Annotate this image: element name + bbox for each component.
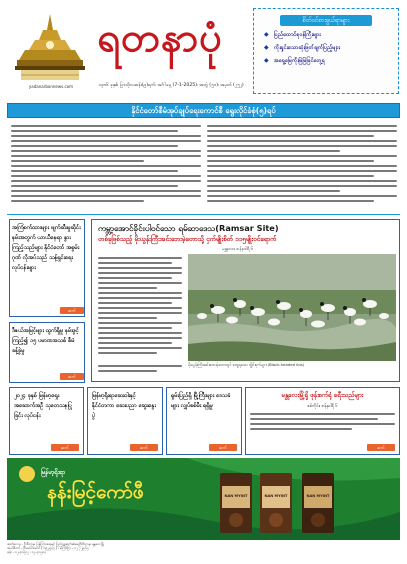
pack-label: NAN MYINT bbox=[264, 494, 288, 498]
story-byline: စစ်ကိုင်း၊ ဇန်နဝါရီ ၆ bbox=[307, 403, 338, 408]
bottom-story[interactable] bbox=[87, 387, 163, 455]
feature-headline: ကမ္ဘာ့အောင်ခိုင်းပါဝင်သော ရမ်ဆာဒေသ(Ramsar Site) bbox=[98, 223, 279, 233]
continue-badge[interactable]: ဆက် bbox=[367, 444, 395, 451]
inside-item[interactable] bbox=[264, 44, 398, 52]
bottom-story[interactable] bbox=[166, 387, 242, 455]
inside-item[interactable] bbox=[264, 31, 398, 39]
pack-label: NAN MYINT bbox=[224, 494, 248, 498]
lead-headline-banner[interactable]: နိုင်ငံတော်စီမံအုပ်ချုပ်ရေးကောင်စီ ရွေးလိုင်ခံစုံ(၅)ရပ် bbox=[7, 103, 400, 118]
side-story[interactable] bbox=[9, 219, 85, 317]
diamond-bullet-icon: ◆ bbox=[264, 31, 269, 38]
ramsar-feature-story[interactable] bbox=[91, 219, 400, 382]
bottom-story[interactable] bbox=[9, 387, 84, 455]
website-url[interactable]: yadanarbonnews.com bbox=[28, 84, 74, 89]
coffee-pack-icon bbox=[259, 472, 293, 534]
inside-this-issue-box bbox=[253, 8, 399, 94]
masthead bbox=[7, 6, 400, 98]
side-story-headline: အကြံစက်ထားများ ဖျက်ဆီးမှုဆိုင်း နမ်းအတွက် ယာယီနေရာ နွားကြည့်သည်များ နိုင်ငံတော် အစွမ်းဂုဏ် လိုအပ်သည် သန့်ရှင်းရေး လုပ်ငန်းများ bbox=[12, 225, 81, 271]
diamond-bullet-icon: ◆ bbox=[264, 44, 269, 51]
continue-badge[interactable]: ဆက် bbox=[60, 307, 84, 314]
side-story-headline: ဒီဇယ်အမြင့်များ ထွက်ရှိမှု နမ်းဖွင့်ကြည့်၍ ၁၅ ပမာဏအသစ် စီမံခန့်ခွဲမှု bbox=[12, 328, 79, 354]
feature-body-text-continued bbox=[98, 362, 182, 375]
photo-caption: မိုးယွန်းကြီးအင်းဘေးမဲ့တောတွင် တွေ့ရသော ဗျိုင်းငှက်များ (Black-headed ibis) bbox=[188, 362, 305, 367]
coffee-pack-icon bbox=[219, 472, 253, 534]
bottom-story[interactable] bbox=[245, 387, 400, 455]
pack-label: NAN MYINT bbox=[306, 494, 330, 498]
coffee-advertisement[interactable] bbox=[7, 458, 400, 540]
imprint-footer bbox=[7, 542, 400, 558]
wetland-birds-photo bbox=[188, 254, 396, 361]
lead-column-left bbox=[11, 122, 201, 210]
coffee-pack-image bbox=[301, 472, 335, 534]
newspaper-front-page bbox=[7, 6, 400, 558]
story-headline: မန္တလေးမြို့ရှိ ဖုန်းစက်ရုံ ခရီးသည်များ bbox=[281, 392, 364, 399]
pagoda-emblem-icon bbox=[13, 10, 87, 84]
lead-column-right bbox=[207, 122, 397, 210]
inside-item-label: ပြည်ထောင်စုဝန်ကြီးများ bbox=[274, 32, 321, 38]
continue-badge[interactable]: ဆက် bbox=[209, 444, 237, 451]
paper-name: ရတနာပုံ bbox=[97, 14, 223, 61]
coffee-pack-image bbox=[219, 472, 253, 534]
continue-badge[interactable]: ဆက် bbox=[60, 373, 84, 380]
footer-line: အယ်ဒီတာ - ဦးမောင်မောင် ( ၀၉၂၅၄၃ ) ၊ ကြော်ငြာ - ၀၂ ၇၂၉၁၅ bbox=[7, 546, 89, 550]
story-headline: ရှမ်းပြည်ရှိ မြို့ကြီးများ ဒေသခံများ လျှပ်စစ်မီး ရရှိမှု bbox=[171, 393, 231, 409]
diamond-bullet-icon: ◆ bbox=[264, 57, 269, 64]
continue-badge[interactable]: ဆက် bbox=[51, 444, 79, 451]
inside-item[interactable] bbox=[264, 57, 398, 65]
feature-body-text bbox=[98, 254, 182, 357]
coffee-pack-image bbox=[259, 472, 293, 534]
lead-article-body bbox=[11, 122, 399, 210]
section-divider bbox=[7, 214, 400, 215]
coffee-pack-icon bbox=[301, 472, 335, 534]
inside-item-label: အရှေ့မြေကိုးမြဲမြဲမြင်တွေ့ရ bbox=[274, 58, 325, 64]
story-headline: ၂၀၂၄ ခုနှစ် မြန်မာ့ရှေးအဆောက်အဦ သုတေသနပြုခြင်း လုပ်ငန်း bbox=[14, 393, 72, 419]
footer-line: ဖုန်း - ၀၂-၄၀၅၁၂ ၊ ၀၂-၄၀၅၁၃ bbox=[7, 550, 47, 554]
inside-item-label: ကိုးရှင်းသောဆုံးဖြတ်ချက်ပြည့်များ bbox=[274, 45, 340, 51]
feature-subheadline: တစ်ခုဖြစ်သည့် မိုးယွန်းကြီးအင်းဘေးမဲ့တောသို့ ငှက်မျိုးစိတ် ၁၁၅မျိုးဝင်ရောက် bbox=[98, 235, 277, 243]
side-story[interactable] bbox=[9, 322, 85, 383]
story-body-text bbox=[250, 413, 395, 430]
ad-prefix: မြန်မာ့ရိုးရာ bbox=[41, 469, 66, 476]
issue-date-line: ၁၃၈၆ ခုနှစ်၊ ပြာသိုလဆန်း(၉)ရက်၊ အင်္ဂါနေ့ (7-1-2025)၊ အတွဲ (၅၁)၊ အမှတ် (၂၅၂) bbox=[98, 83, 244, 88]
feature-byline: မန္တလေး၊ ဇန်နဝါရီ ၆ bbox=[222, 247, 254, 252]
footer-line: ထုတ်ဝေသူ - ဦးစီးဌာန၊ ပြန်ကြားရေးနှင့် ပြည်သူ့ဆက်ဆံရေးဦးစီးဌာန၊ မန္တလေးမြို့ bbox=[7, 542, 105, 546]
inside-title: စိတ်ဝင်စားဖွယ်ရာများ bbox=[280, 15, 372, 26]
story-headline: မြန်မာ့ရိုးရာဆေးဝါးနှင့် နိုင်ငံတကာ ဆေးပညာ ဆွေးနွေးပွဲ bbox=[92, 393, 156, 419]
continue-badge[interactable]: ဆက် bbox=[130, 444, 158, 451]
ad-brand-name: နန်းမြင့်ကော်ဖီ bbox=[47, 481, 144, 503]
